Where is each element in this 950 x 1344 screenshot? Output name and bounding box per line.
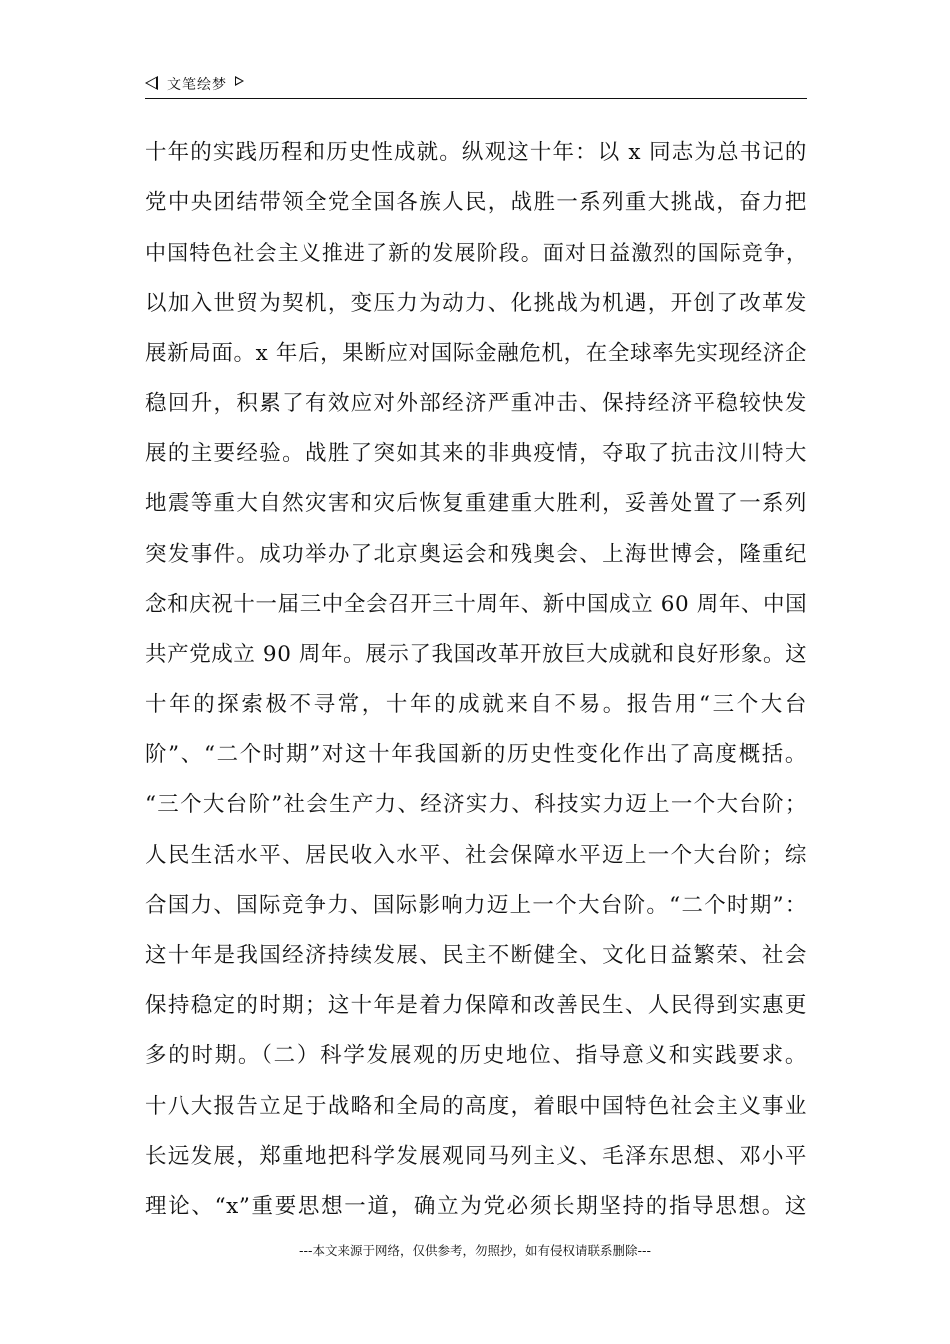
text-line: 展的主要经验。战胜了突如其来的非典疫情，夺取了抗击汶川特大 — [145, 441, 807, 467]
text-line: 念和庆祝十一届三中全会召开三十周年、新中国成立 60 周年、中国 — [145, 591, 808, 617]
text-line: 突发事件。成功举办了北京奥运会和残奥会、上海世博会，隆重纪 — [145, 541, 807, 567]
text-line: 稳回升，积累了有效应对外部经济严重冲击、保持经济平稳较快发 — [145, 390, 807, 416]
text-line: 展新局面。x 年后，果断应对国际金融危机，在全球率先实现经济企 — [145, 340, 807, 366]
right-triangle-icon — [235, 76, 244, 86]
text-line: 十八大报告立足于战略和全局的高度，着眼中国特色社会主义事业 — [145, 1093, 807, 1119]
text-line: 以加入世贸为契机，变压力为动力、化挑战为机遇，开创了改革发 — [145, 290, 807, 316]
text-line: 中国特色社会主义推进了新的发展阶段。面对日益激烈的国际竞争， — [145, 241, 807, 266]
header-title: 文笔绘梦 — [167, 77, 227, 93]
text-line: “三个大台阶”社会生产力、经济实力、科技实力迈上一个大台阶； — [145, 792, 807, 818]
text-line: 十年的探索极不寻常，十年的成就来自不易。报告用“三个大台 — [145, 692, 807, 718]
text-line: 人民生活水平、居民收入水平、社会保障水平迈上一个大台阶；综 — [145, 842, 807, 868]
text-line: 多的时期。（二）科学发展观的历史地位、指导意义和实践要求。 — [145, 1043, 807, 1069]
text-line: 十年的实践历程和历史性成就。纵观这十年：以 x 同志为总书记的 — [145, 140, 807, 165]
text-line: 共产党成立 90 周年。展示了我国改革开放巨大成就和良好形象。这 — [145, 641, 808, 667]
text-line: 合国力、国际竞争力、国际影响力迈上一个大台阶。“二个时期”： — [145, 892, 807, 918]
text-line: 地震等重大自然灾害和灾后恢复重建重大胜利，妥善处置了一系列 — [145, 491, 807, 517]
text-line: 阶”、“二个时期”对这十年我国新的历史性变化作出了高度概括。 — [145, 742, 807, 768]
text-line: 这十年是我国经济持续发展、民主不断健全、文化日益繁荣、社会 — [145, 943, 807, 968]
page-header — [145, 72, 807, 99]
text-line: 长远发展，郑重地把科学发展观同马列主义、毛泽东思想、邓小平 — [145, 1143, 807, 1169]
text-line: 党中央团结带领全党全国各族人民，战胜一系列重大挑战，奋力把 — [145, 190, 807, 216]
document-body — [145, 128, 807, 1232]
left-triangle-icon — [145, 76, 158, 90]
text-line: 理论、“x”重要思想一道，确立为党必须长期坚持的指导思想。这 — [145, 1193, 807, 1219]
text-line: 保持稳定的时期；这十年是着力保障和改善民生、人民得到实惠更 — [145, 993, 807, 1019]
page-footer: ---本文来源于网络，仅供参考，勿照抄，如有侵权请联系删除--- — [298, 1243, 652, 1258]
